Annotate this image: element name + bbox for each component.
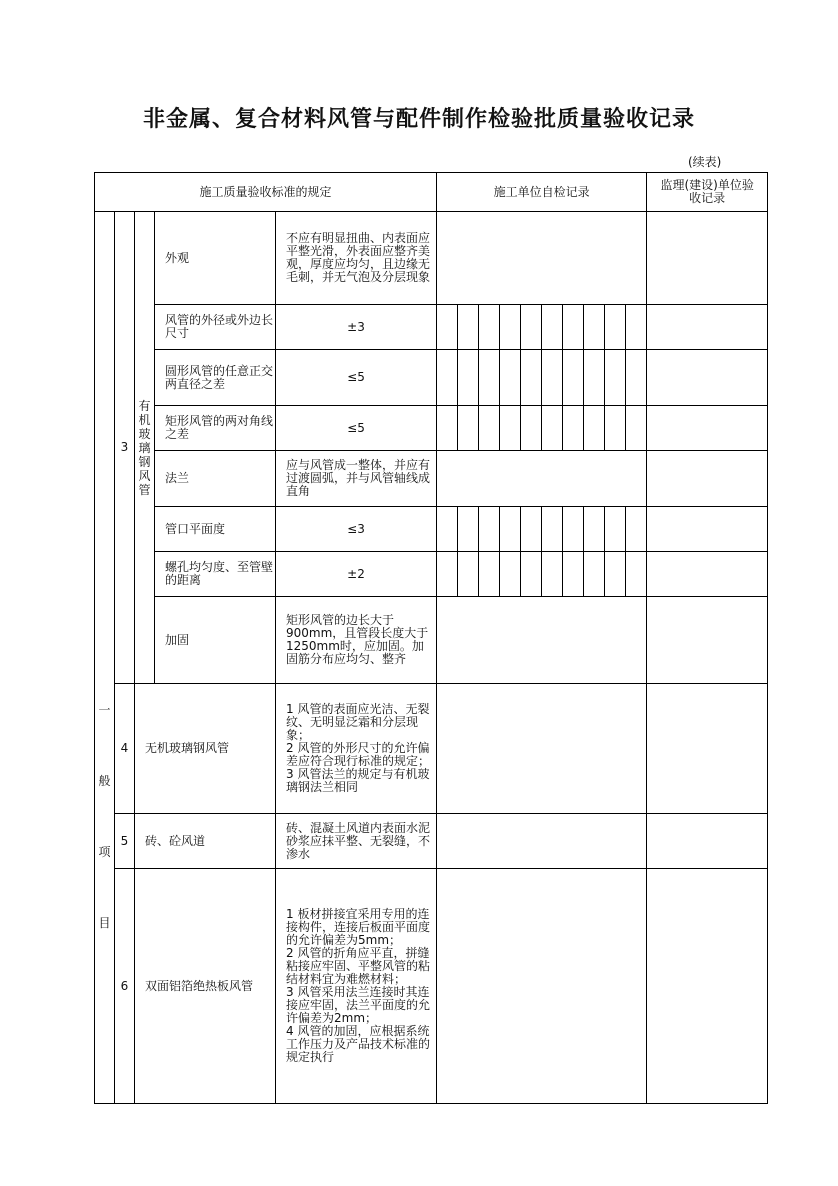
header-row [95,173,768,212]
item-label: 螺孔均匀度、至管壁的距离 [155,552,276,597]
check-cell [458,350,479,406]
check-cell [563,305,584,350]
check-cell [605,507,626,552]
continued-label: (续表) [688,155,722,169]
self-check-cell [437,451,647,507]
check-cell [437,305,458,350]
check-cell [521,350,542,406]
check-cell [437,552,458,597]
section-char: 目 [98,915,111,930]
check-cell [584,350,605,406]
check-cell [626,406,647,451]
item-label: 矩形风管的两对角线之差 [155,406,276,451]
table-row [95,684,768,814]
check-cell [521,552,542,597]
check-cell [458,406,479,451]
check-cell [542,552,563,597]
check-cell [584,406,605,451]
check-cell [584,552,605,597]
section-char: 一 [98,702,111,717]
self-check-cell [437,597,647,684]
table-row [95,406,768,451]
check-cell [479,552,500,597]
group-6-label: 双面铝箔绝热板风管 [135,869,276,1104]
item-label: 法兰 [155,451,276,507]
item-label: 圆形风管的任意正交两直径之差 [155,350,276,406]
item-standard: ±2 [276,552,437,597]
section-char: 项 [98,844,111,859]
check-cell [542,305,563,350]
group-3-name-text: 有机玻璃钢风管 [138,398,151,497]
item-label: 加固 [155,597,276,684]
item-label: 管口平面度 [155,507,276,552]
check-cell [437,350,458,406]
supervision-cell [647,684,768,814]
group-5-number: 5 [115,814,135,869]
check-cell [542,350,563,406]
self-check-cell [437,684,647,814]
check-cell [500,305,521,350]
check-cell [563,507,584,552]
group-5-label: 砖、砼风道 [135,814,276,869]
table-row [95,507,768,552]
check-cell [605,406,626,451]
check-cell [563,406,584,451]
self-check-cell [437,212,647,305]
supervision-cell [647,814,768,869]
supervision-cell [647,350,768,406]
group-3-number: 3 [115,212,135,684]
check-cell [500,507,521,552]
group-4-number: 4 [115,684,135,814]
check-cell [605,350,626,406]
check-cell [437,406,458,451]
self-check-cell [437,814,647,869]
check-cell [500,406,521,451]
table-row [95,212,768,305]
header-supervision: 监理(建设)单位验收记录 [647,173,768,212]
check-cell [458,305,479,350]
table-row [95,552,768,597]
group-5-standard: 砖、混凝土风道内表面水泥砂浆应抹平整、无裂缝，不渗水 [276,814,437,869]
supervision-cell [647,507,768,552]
item-standard: 矩形风管的边长大于900mm，且管段长度大于1250mm时，应加固。加固筋分布应均匀、整齐 [276,597,437,684]
check-cell [458,552,479,597]
check-cell [605,552,626,597]
check-cell [626,350,647,406]
page-title: 非金属、复合材料风管与配件制作检验批质量验收记录 [142,107,695,132]
item-standard: ≤5 [276,350,437,406]
item-standard: ≤3 [276,507,437,552]
supervision-cell [647,552,768,597]
check-cell [437,507,458,552]
check-cell [521,305,542,350]
check-cell [521,507,542,552]
header-standard: 施工质量验收标准的规定 [95,173,437,212]
check-cell [542,406,563,451]
table-row [95,597,768,684]
check-cell [605,305,626,350]
check-cell [563,552,584,597]
supervision-cell [647,212,768,305]
group-3-name [135,212,155,684]
table-row [95,350,768,406]
supervision-cell [647,305,768,350]
table-row [95,869,768,1104]
check-cell [626,552,647,597]
check-cell [521,406,542,451]
check-cell [584,305,605,350]
supervision-cell [647,869,768,1104]
supervision-cell [647,406,768,451]
table-row [95,305,768,350]
section-char: 般 [98,773,111,788]
check-cell [479,406,500,451]
check-cell [479,507,500,552]
item-label: 风管的外径或外边长尺寸 [155,305,276,350]
check-cell [479,305,500,350]
group-6-standard: 1 板材拼接宜采用专用的连接构件，连接后板面平面度的允许偏差为5mm； 2 风管的折角应平直，拼缝粘接应牢固、平整风管的粘结材料宜为难燃材料； 3 风管采用法兰连接时其连接应牢固，法兰平面度的允许偏差为2mm； 4 风管的加固，应根据系统工作压力及产品技术标准的规定执行 [276,869,437,1104]
self-check-cell [437,869,647,1104]
inspection-table [94,172,768,1104]
check-cell [626,305,647,350]
check-cell [500,350,521,406]
supervision-cell [647,597,768,684]
table-row [95,451,768,507]
section-general-items [95,212,115,1104]
group-6-number: 6 [115,869,135,1104]
check-cell [458,507,479,552]
item-standard: ≤5 [276,406,437,451]
item-standard: 应与风管成一整体，并应有过渡圆弧，并与风管轴线成直角 [276,451,437,507]
check-cell [479,350,500,406]
check-cell [542,507,563,552]
item-standard: 不应有明显扭曲、内表面应平整光滑，外表面应整齐美观，厚度应均匀，且边缘无毛刺，并无气泡及分层现象 [276,212,437,305]
item-standard: ±3 [276,305,437,350]
check-cell [563,350,584,406]
check-cell [500,552,521,597]
supervision-cell [647,451,768,507]
check-cell [584,507,605,552]
table-row [95,814,768,869]
group-4-label: 无机玻璃钢风管 [135,684,276,814]
check-cell [626,507,647,552]
group-4-standard: 1 风管的表面应光洁、无裂纹、无明显泛霜和分层现象； 2 风管的外形尺寸的允许偏差应符合现行标准的规定； 3 风管法兰的规定与有机玻璃钢法兰相同 [276,684,437,814]
header-self-check: 施工单位自检记录 [437,173,647,212]
item-label: 外观 [155,212,276,305]
